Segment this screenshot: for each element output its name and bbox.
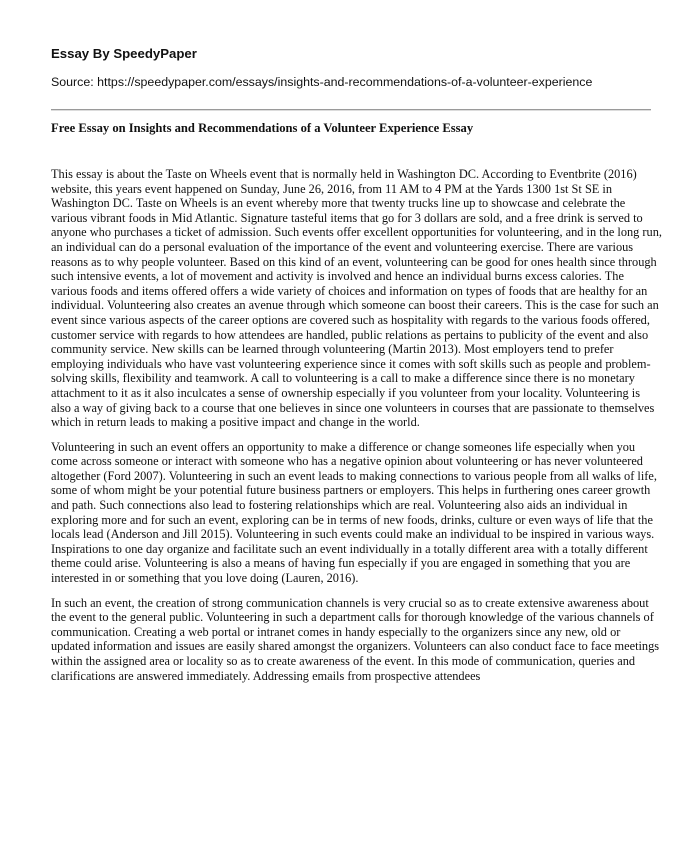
paragraph-2: Volunteering in such an event offers an opportunity to make a difference or change someones life especially when you come across someone or interact with someone who has a negative opinion about volunteering or has never volunteered altogether (Ford 2007). Volunteering in such an event leads to making connections to various people from all walks of life, some of whom might be your potential future business partners or employers. This helps in furthering ones career growth and path. Such connections also lead to fostering relationships which are real. Volunteering also aids an individual in exploring more and for such an event, exploring can be in terms of new foods, drinks, culture or even ways of life that the locals lead (Anderson and Jill 2015). Volunteering in such events could make an individual to be inspired in various ways. Inspirations to one day organize and facilitate such an event individually in a totally different area with a totally different theme could arise. Volunteering is also a means of having fun especially if you are engaged in something that you are interested in or something that you love doing (Lauren, 2016).	[51, 439, 657, 586]
brand-heading: Essay By SpeedyPaper	[51, 46, 197, 61]
essay-body	[51, 167, 662, 693]
paragraph-1: This essay is about the Taste on Wheels event that is normally held in Washington DC. According to Eventbrite (2016) website, this years event happened on Sunday, June 26, 2016, from 11 AM to 4 PM at the Yards 1300 1st St SE in Washington DC. Taste on Wheels is an event whereby more that twenty trucks line up to showcase and celebrate the various vibrant foods in Mid Atlantic. Signature tasteful items that go for 3 dollars are sold, and a free drink is served to anyone who purchases a ticket of admission. Such events offer excellent opportunities for volunteering, and in the long run, an individual can do a personal evaluation of the importance of the event and volunteering exercise. There are various reasons as to why people volunteer. Based on this kind of an event, volunteering can be good for ones health since through such intensive events, a lot of movement and activity is involved and hence an individual burns excess calories. The various foods and items offered offers a wide variety of choices and information on types of foods that are healthy for an individual. Volunteering also creates an avenue through which someone can boost their careers. This is the case for such an event since various aspects of the career options are covered such as hospitality with regards to the various foods offered, customer service with regards to how attendees are handled, public relations as pertains to publicity of the event and also community service. New skills can be learned through volunteering (Martin 2013). Most employers tend to prefer employing individuals who have vast volunteering experience since it comes with soft skills such as people and problem-solving skills, flexibility and teamwork. A call to volunteering is a call to make a difference since there is no monetary attachment to it as it also inculcates a sense of ownership especially if you volunteer from your locality. Volunteering is also a way of giving back to a course that one believes in since one volunteers in courses that are passionate to themselves which in return leads to making a positive impact and change in the world.	[51, 167, 662, 430]
paragraph-3: In such an event, the creation of strong communication channels is very crucial so as to create extensive awareness about the event to the general public. Volunteering in such a department calls for thorough knowledge of the various channels of communication. Creating a web portal or intranet comes in handy especially to the organizers since any new, old or updated information and issues are easily shared amongst the organizers. Volunteers can also conduct face to face meetings within the assigned area or locality so as to create awareness of the event. In this mode of communication, queries and clarifications are answered immediately. Addressing emails from prospective attendees	[51, 595, 660, 683]
source-line	[51, 74, 661, 90]
source-label: Source:	[51, 75, 94, 89]
essay-title: Free Essay on Insights and Recommendations of a Volunteer Experience Essay	[51, 121, 474, 135]
document-header	[51, 46, 661, 90]
header-divider	[51, 109, 651, 111]
source-url: https://speedypaper.com/essays/insights-and-recommendations-of-a-volunteer-experience	[97, 75, 593, 89]
